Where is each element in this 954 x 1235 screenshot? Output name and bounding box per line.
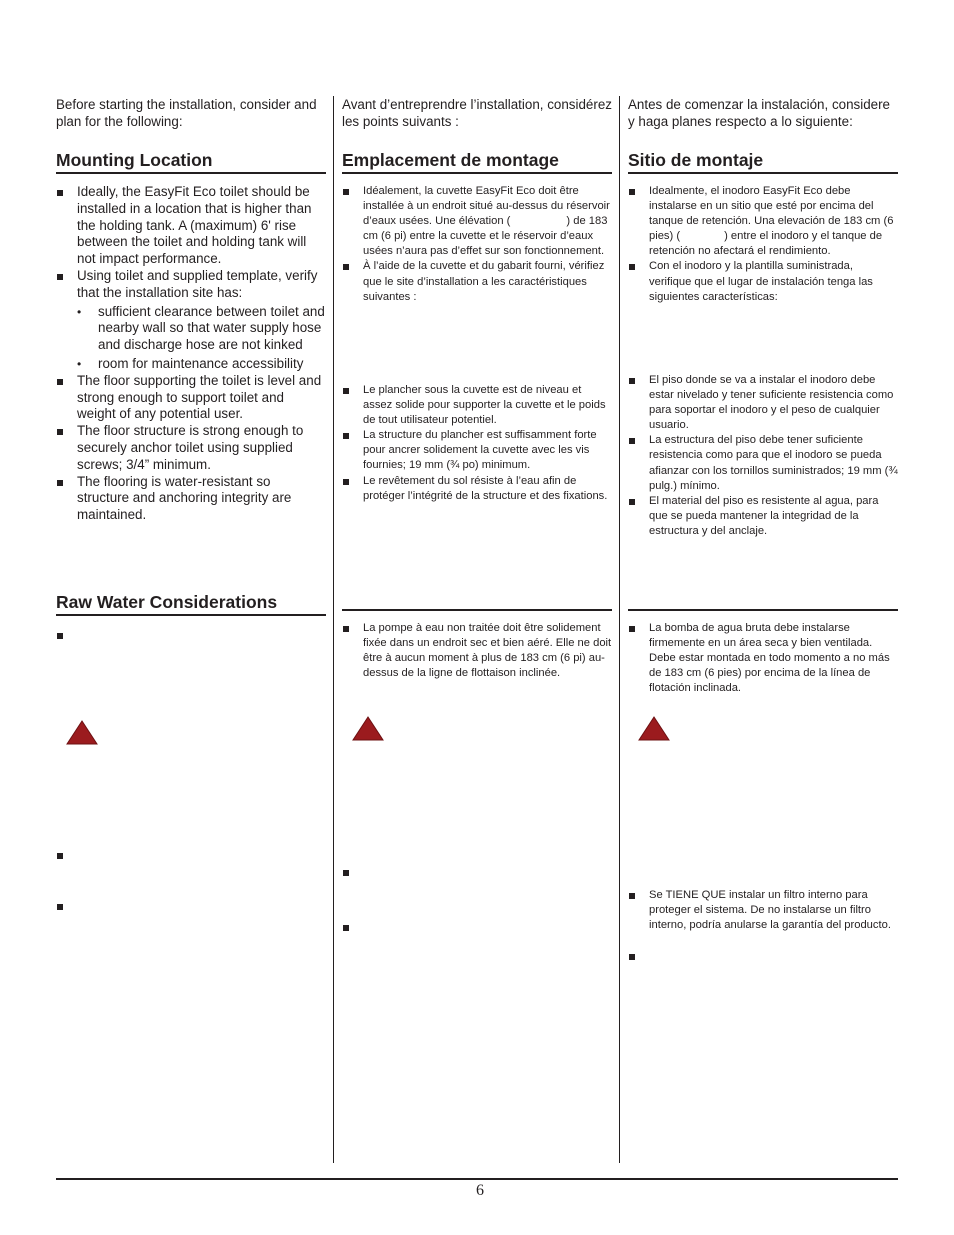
- list-item: El piso donde se va a instalar el inodoro debe estar nivelado y tener suficiente resistencia como para soportar el inodoro y el peso de cualquier usuario.: [628, 373, 898, 433]
- column-divider-2: [619, 96, 620, 1163]
- list-item: Le revêtement du sol résiste à l’eau afin de protéger l’intégrité de la structure et des fixations.: [342, 474, 612, 504]
- list-item: The floor supporting the toilet is level and strong enough to support toilet and weight of any potential user.: [56, 373, 326, 423]
- list-item: The flooring is water-resistant so structure and anchoring integrity are maintained.: [56, 474, 326, 524]
- floor-list: [342, 383, 612, 504]
- bullet-marker: [57, 853, 63, 859]
- emplacement-heading: Emplacement de montage: [342, 149, 612, 174]
- raw-water-list: [342, 621, 612, 681]
- bullet-marker: [629, 954, 635, 960]
- list-item: La structure du plancher est suffisamment forte pour ancrer solidement la cuvette avec les vis fournies; 19 mm (¾ po) minimum.: [342, 428, 612, 473]
- mounting-list: [342, 184, 612, 305]
- list-item: La pompe à eau non traitée doit être solidement fixée dans un endroit sec et bien aéré. Elle ne doit être à aucun moment à plus de 183 cm (6 pi) au-dessus de la ligne de flottaison inclinée.: [342, 621, 612, 681]
- list-item: À l’aide de la cuvette et du gabarit fourni, vérifiez que le site d’installation a les caractéristiques suivantes :: [342, 259, 612, 304]
- warning-triangle-icon: [352, 716, 384, 741]
- sub-list-item: • sufficient clearance between toilet and nearby wall so that water supply hose and discharge hose are not kinked: [77, 304, 326, 354]
- list-item: Idealmente, el inodoro EasyFit Eco debe instalarse en un sitio que esté por encima del tanque de retención. Una elevación de 183 cm (6 pies) ( ) entre el inodoro y el tanque de retención no afectará el rendimiento.: [628, 184, 898, 259]
- bullet-marker: [57, 904, 63, 910]
- list-item: La bomba de agua bruta debe instalarse firmemente en un área seca y bien ventilada. Debe estar montada en todo momento a no más de 183 cm (6 pies) por encima de la línea de flotación inclinada.: [628, 621, 898, 696]
- list-item: The floor structure is strong enough to securely anchor toilet using supplied screws; 3/4” minimum.: [56, 423, 326, 473]
- bullet-marker: [343, 925, 349, 931]
- section-rule: [342, 609, 612, 611]
- spanish-column: [628, 96, 898, 1163]
- french-column: [342, 96, 612, 1163]
- bullet-marker: [57, 633, 63, 639]
- raw-water-list: [628, 621, 898, 696]
- sub-list-item: • room for maintenance accessibility: [77, 356, 326, 373]
- section-rule: [628, 609, 898, 611]
- list-item: Ideally, the EasyFit Eco toilet should be installed in a location that is higher than the holding tank. A (maximum) 6' rise between the toilet and holding tank will not impact performance.: [56, 184, 326, 268]
- warning-triangle-icon: [66, 720, 98, 745]
- column-divider-1: [333, 96, 334, 1163]
- list-item: Se TIENE QUE instalar un filtro interno para proteger el sistema. De no instalarse un filtro interno, podría anularse la garantía del producto.: [628, 888, 898, 933]
- list-item: La estructura del piso debe tener suficiente resistencia como para que el inodoro se pueda afianzar con los tornillos suministrados; 19 mm (¾ pulg.) mínimo.: [628, 433, 898, 493]
- mounting-list: [628, 184, 898, 305]
- list-item: Con el inodoro y la plantilla suministrada, verifique que el lugar de instalación tenga las siguientes características:: [628, 259, 898, 304]
- bullet-marker: [343, 870, 349, 876]
- intro-text: Before starting the installation, consider and plan for the following:: [56, 97, 317, 129]
- warning-triangle-icon: [638, 716, 670, 741]
- footer-rule: [56, 1178, 898, 1180]
- filter-list: [628, 888, 898, 933]
- raw-water-heading: Raw Water Considerations: [56, 591, 326, 616]
- intro-text: Avant d’entreprendre l’installation, considérez les points suivants :: [342, 97, 612, 129]
- list-item: Idéalement, la cuvette EasyFit Eco doit être installée à un endroit situé au-dessus du réservoir d’eaux usées. Une élévation ( ) de 183 cm (6 pi) entre la cuvette et le réservoir d’eaux usées n’aura pas d’effet sur son fonctionnement.: [342, 184, 612, 259]
- mounting-location-heading: Mounting Location: [56, 149, 326, 174]
- floor-list: [628, 373, 898, 539]
- mounting-list: [56, 184, 326, 524]
- intro-text: Antes de comenzar la instalación, considere y haga planes respecto a lo siguiente:: [628, 97, 891, 129]
- list-item: Le plancher sous la cuvette est de niveau et assez solide pour supporter la cuvette et le poids de tout utilisateur potentiel.: [342, 383, 612, 428]
- english-column: [56, 96, 326, 1163]
- list-item: El material del piso es resistente al agua, para que se pueda mantener la integridad de la estructura y del anclaje.: [628, 494, 898, 539]
- sitio-de-montaje-heading: Sitio de montaje: [628, 149, 898, 174]
- page-number: 6: [476, 1182, 484, 1199]
- list-item: Using toilet and supplied template, verify that the installation site has: • sufficient clearance between toilet and nearby wall so that water supply hose and discharge hose are not kinked • room for maintenance accessibility: [56, 268, 326, 373]
